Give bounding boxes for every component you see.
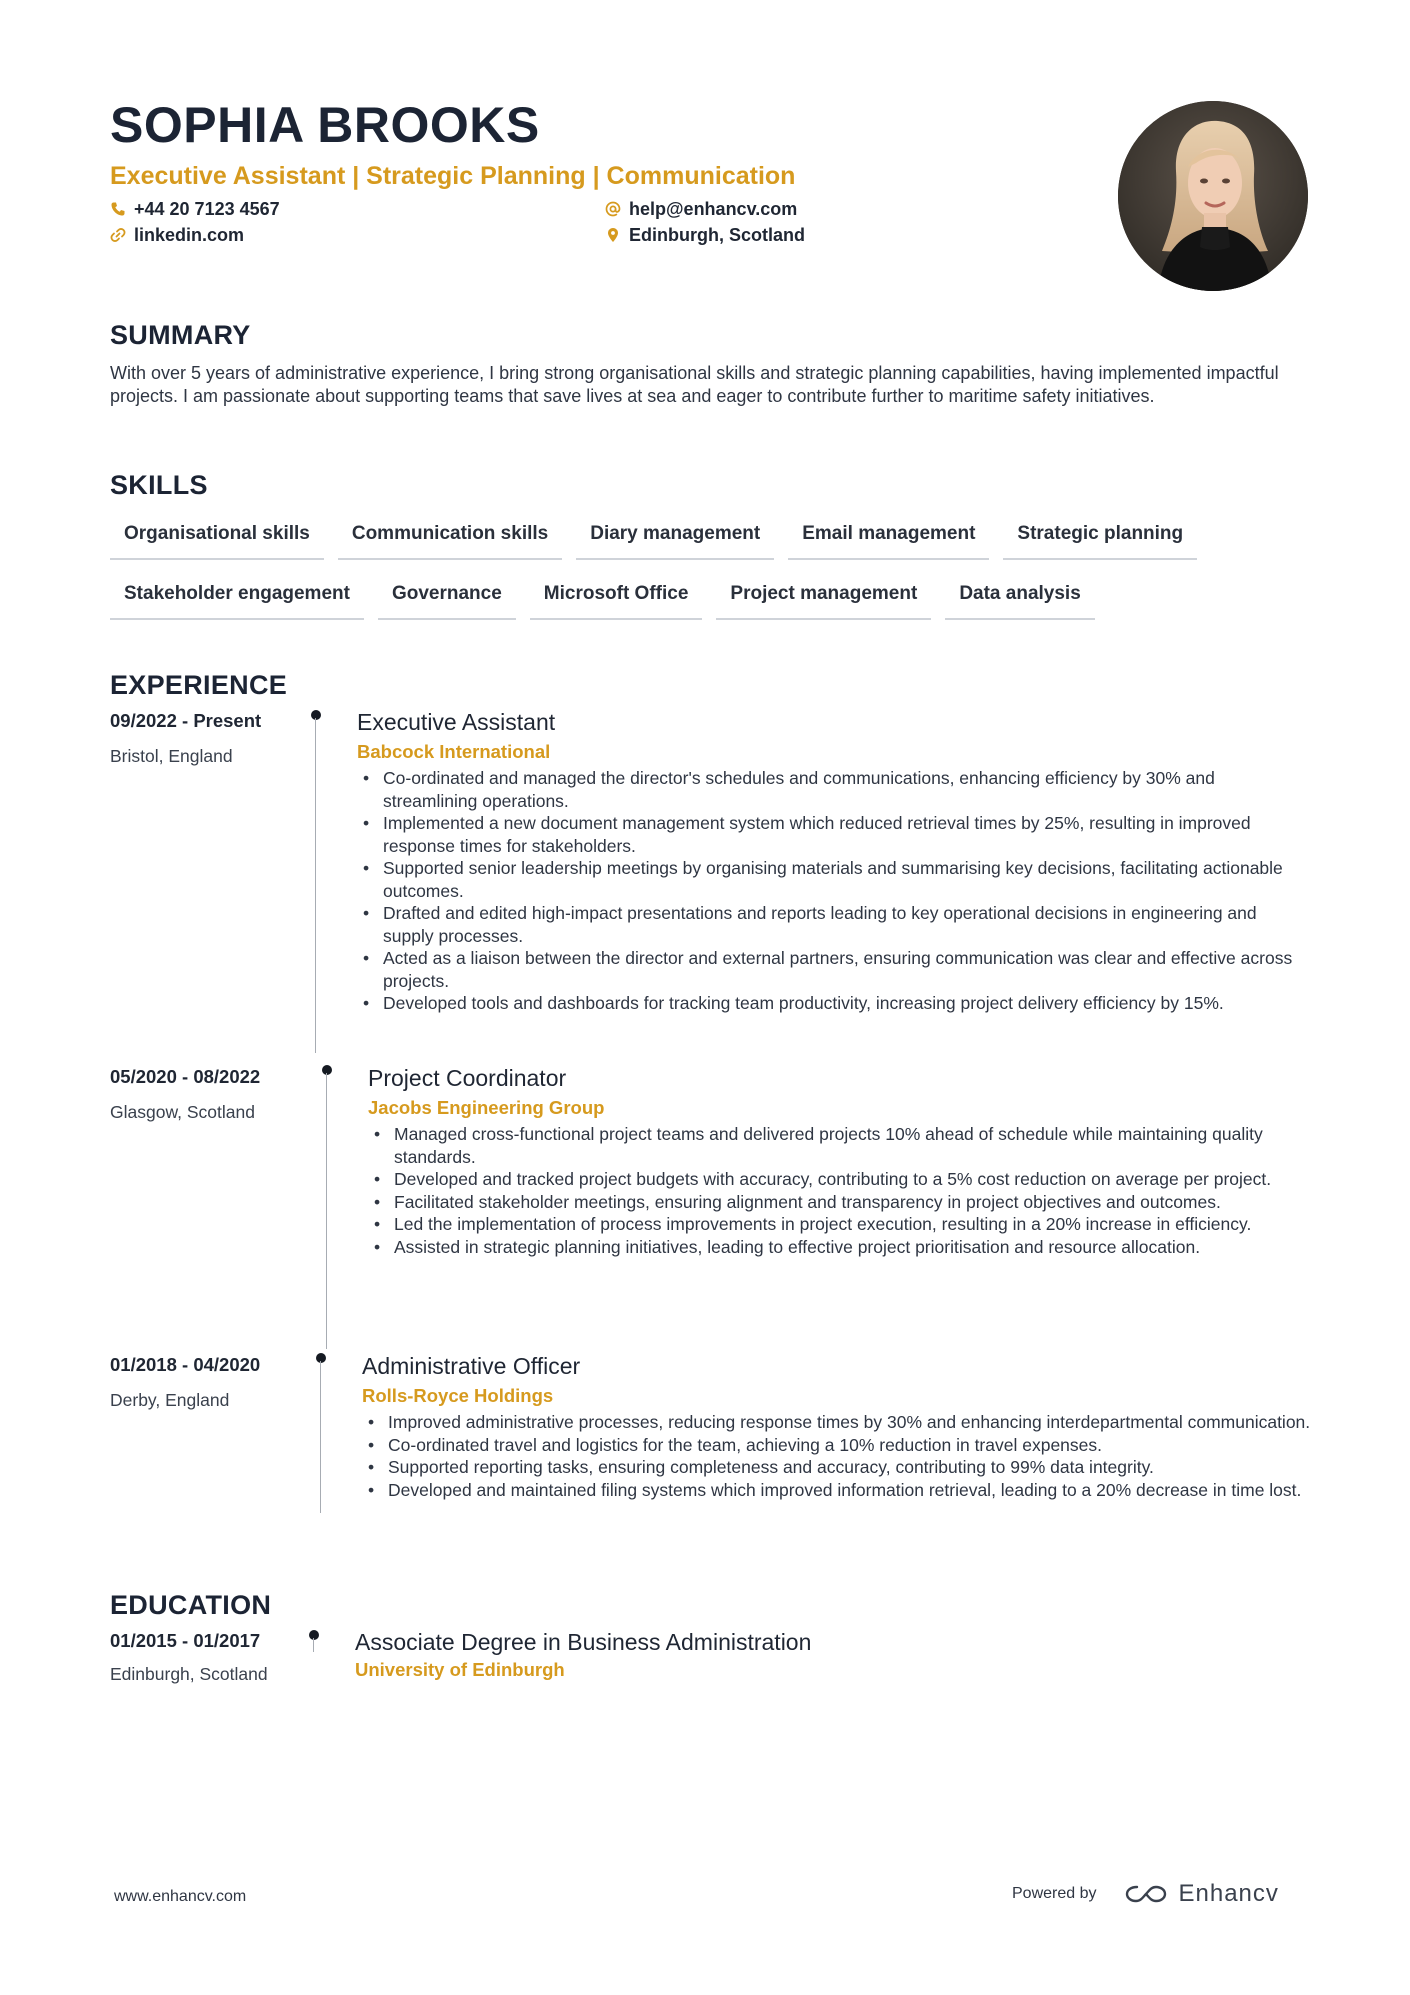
timeline-line [313,1638,314,1652]
enhancv-logo-icon [1123,1882,1169,1906]
candidate-name: SOPHIA BROOKS [110,97,540,153]
contact-phone[interactable] [110,197,280,221]
experience-section [110,668,1311,1500]
skill-tag: Governance [378,574,516,620]
skill-tag: Email management [788,514,989,560]
footer-website[interactable]: www.enhancv.com [114,1888,247,1905]
contact-email[interactable] [605,197,797,221]
link-icon [110,227,126,243]
entry-company: Babcock International [357,741,551,762]
entry-location: Derby, England [110,1390,230,1410]
entry-role: Administrative Officer [362,1353,581,1379]
footer-branding [1012,1880,1279,1908]
entry-company: Jacobs Engineering Group [368,1097,605,1118]
bullet-item: • Led the implementation of process improvements in project execution, resulting in a 20% increase in efficiency. [368,1213,1313,1236]
education-section [110,1588,1310,1684]
brand-logo[interactable] [1123,1880,1279,1908]
bullet-item: • Implemented a new document management system which reduced retrieval times by 25%, resulting in improved response times for stakeholders. [357,812,1307,857]
timeline-dot [311,710,321,720]
experience-title: EXPERIENCE [110,670,288,700]
timeline-dot [322,1065,332,1075]
skills-list [110,514,1270,634]
timeline-line [320,1361,321,1513]
entry-bullets [368,1123,1313,1258]
bullet-item: • Supported reporting tasks, ensuring completeness and accuracy, contributing to 99% data integrity. [362,1456,1312,1479]
education-title: EDUCATION [110,1590,272,1620]
email-text: help@enhancv.com [629,198,798,219]
skills-section [110,468,1310,634]
skill-tag: Stakeholder engagement [110,574,364,620]
at-icon [605,201,621,217]
entry-dates: 01/2015 - 01/2017 [110,1630,261,1651]
bullet-item: • Acted as a liaison between the director and external partners, ensuring communication was clear and effective across projects. [357,947,1307,992]
bullet-item: • Co-ordinated and managed the director's schedules and communications, enhancing efficiency by 30% and streamlining operations. [357,767,1307,812]
entry-bullets [362,1411,1312,1501]
bullet-item: • Developed and tracked project budgets with accuracy, contributing to a 5% cost reduction on average per project. [368,1168,1313,1191]
summary-title: SUMMARY [110,320,251,350]
education-entry [110,1630,1310,1690]
skill-tag: Organisational skills [110,514,324,560]
phone-text: +44 20 7123 4567 [134,198,280,219]
skills-title: SKILLS [110,470,208,500]
profile-photo [1118,101,1308,291]
entry-bullets [357,767,1307,1015]
timeline-dot [316,1353,326,1363]
bullet-item: • Assisted in strategic planning initiatives, leading to effective project prioritisation and resource allocation. [368,1236,1313,1259]
skill-tag: Data analysis [945,574,1094,620]
summary-text: With over 5 years of administrative experience, I bring strong organisational skills and strategic planning capabilities, having implemented impactful projects. I am passionate about supporting teams that save lives at sea and eager to contribute further to maritime safety initiatives. [110,363,1279,406]
bullet-item: • Drafted and edited high-impact presentations and reports leading to key operational decisions in engineering and supply processes. [357,902,1307,947]
timeline-line [315,718,316,1053]
entry-location: Bristol, England [110,746,233,766]
entry-role: Executive Assistant [357,709,556,735]
timeline-line [326,1073,327,1349]
education-degree: Associate Degree in Business Administration [355,1629,812,1655]
bullet-item: • Supported senior leadership meetings by organising materials and summarising key decisions, facilitating actionable outcomes. [357,857,1307,902]
map-pin-icon [605,227,621,243]
entry-company: Rolls-Royce Holdings [362,1385,554,1406]
entry-role: Project Coordinator [368,1065,567,1091]
bullet-item: • Co-ordinated travel and logistics for the team, achieving a 10% reduction in travel expenses. [362,1434,1312,1457]
education-school: University of Edinburgh [355,1659,565,1680]
summary-section [110,318,1310,407]
timeline-dot [309,1630,319,1640]
entry-location: Glasgow, Scotland [110,1102,255,1122]
location-text: Edinburgh, Scotland [629,224,805,245]
skill-tag: Microsoft Office [530,574,703,620]
headline: Executive Assistant | Strategic Planning | Communication [110,162,796,190]
skill-tag: Communication skills [338,514,562,560]
skill-tag: Strategic planning [1003,514,1197,560]
phone-icon [110,201,126,217]
entry-dates: 01/2018 - 04/2020 [110,1354,261,1375]
entry-dates: 05/2020 - 08/2022 [110,1066,261,1087]
skill-tag: Project management [716,574,931,620]
experience-entry [110,710,1310,1055]
bullet-item: • Developed tools and dashboards for tracking team productivity, increasing project delivery efficiency by 15%. [357,992,1307,1015]
contact-linkedin[interactable] [110,223,244,247]
entry-location: Edinburgh, Scotland [110,1664,268,1684]
bullet-item: • Developed and maintained filing systems which improved information retrieval, leading to a 20% decrease in time lost. [362,1479,1312,1502]
skill-tag: Diary management [576,514,774,560]
brand-name: Enhancv [1178,1880,1279,1907]
bullet-item: • Facilitated stakeholder meetings, ensuring alignment and transparency in project objectives and outcomes. [368,1191,1313,1214]
bullet-item: • Improved administrative processes, reducing response times by 30% and enhancing interdepartmental communication. [362,1411,1312,1434]
contact-location [605,223,805,247]
entry-dates: 09/2022 - Present [110,710,262,731]
portrait-image [1118,101,1308,291]
linkedin-text: linkedin.com [134,224,245,245]
experience-entry [110,1354,1310,1524]
bullet-item: • Managed cross-functional project teams and delivered projects 10% ahead of schedule while maintaining quality standards. [368,1123,1313,1168]
experience-entry [110,1066,1310,1346]
powered-by-text: Powered by [1012,1885,1097,1902]
